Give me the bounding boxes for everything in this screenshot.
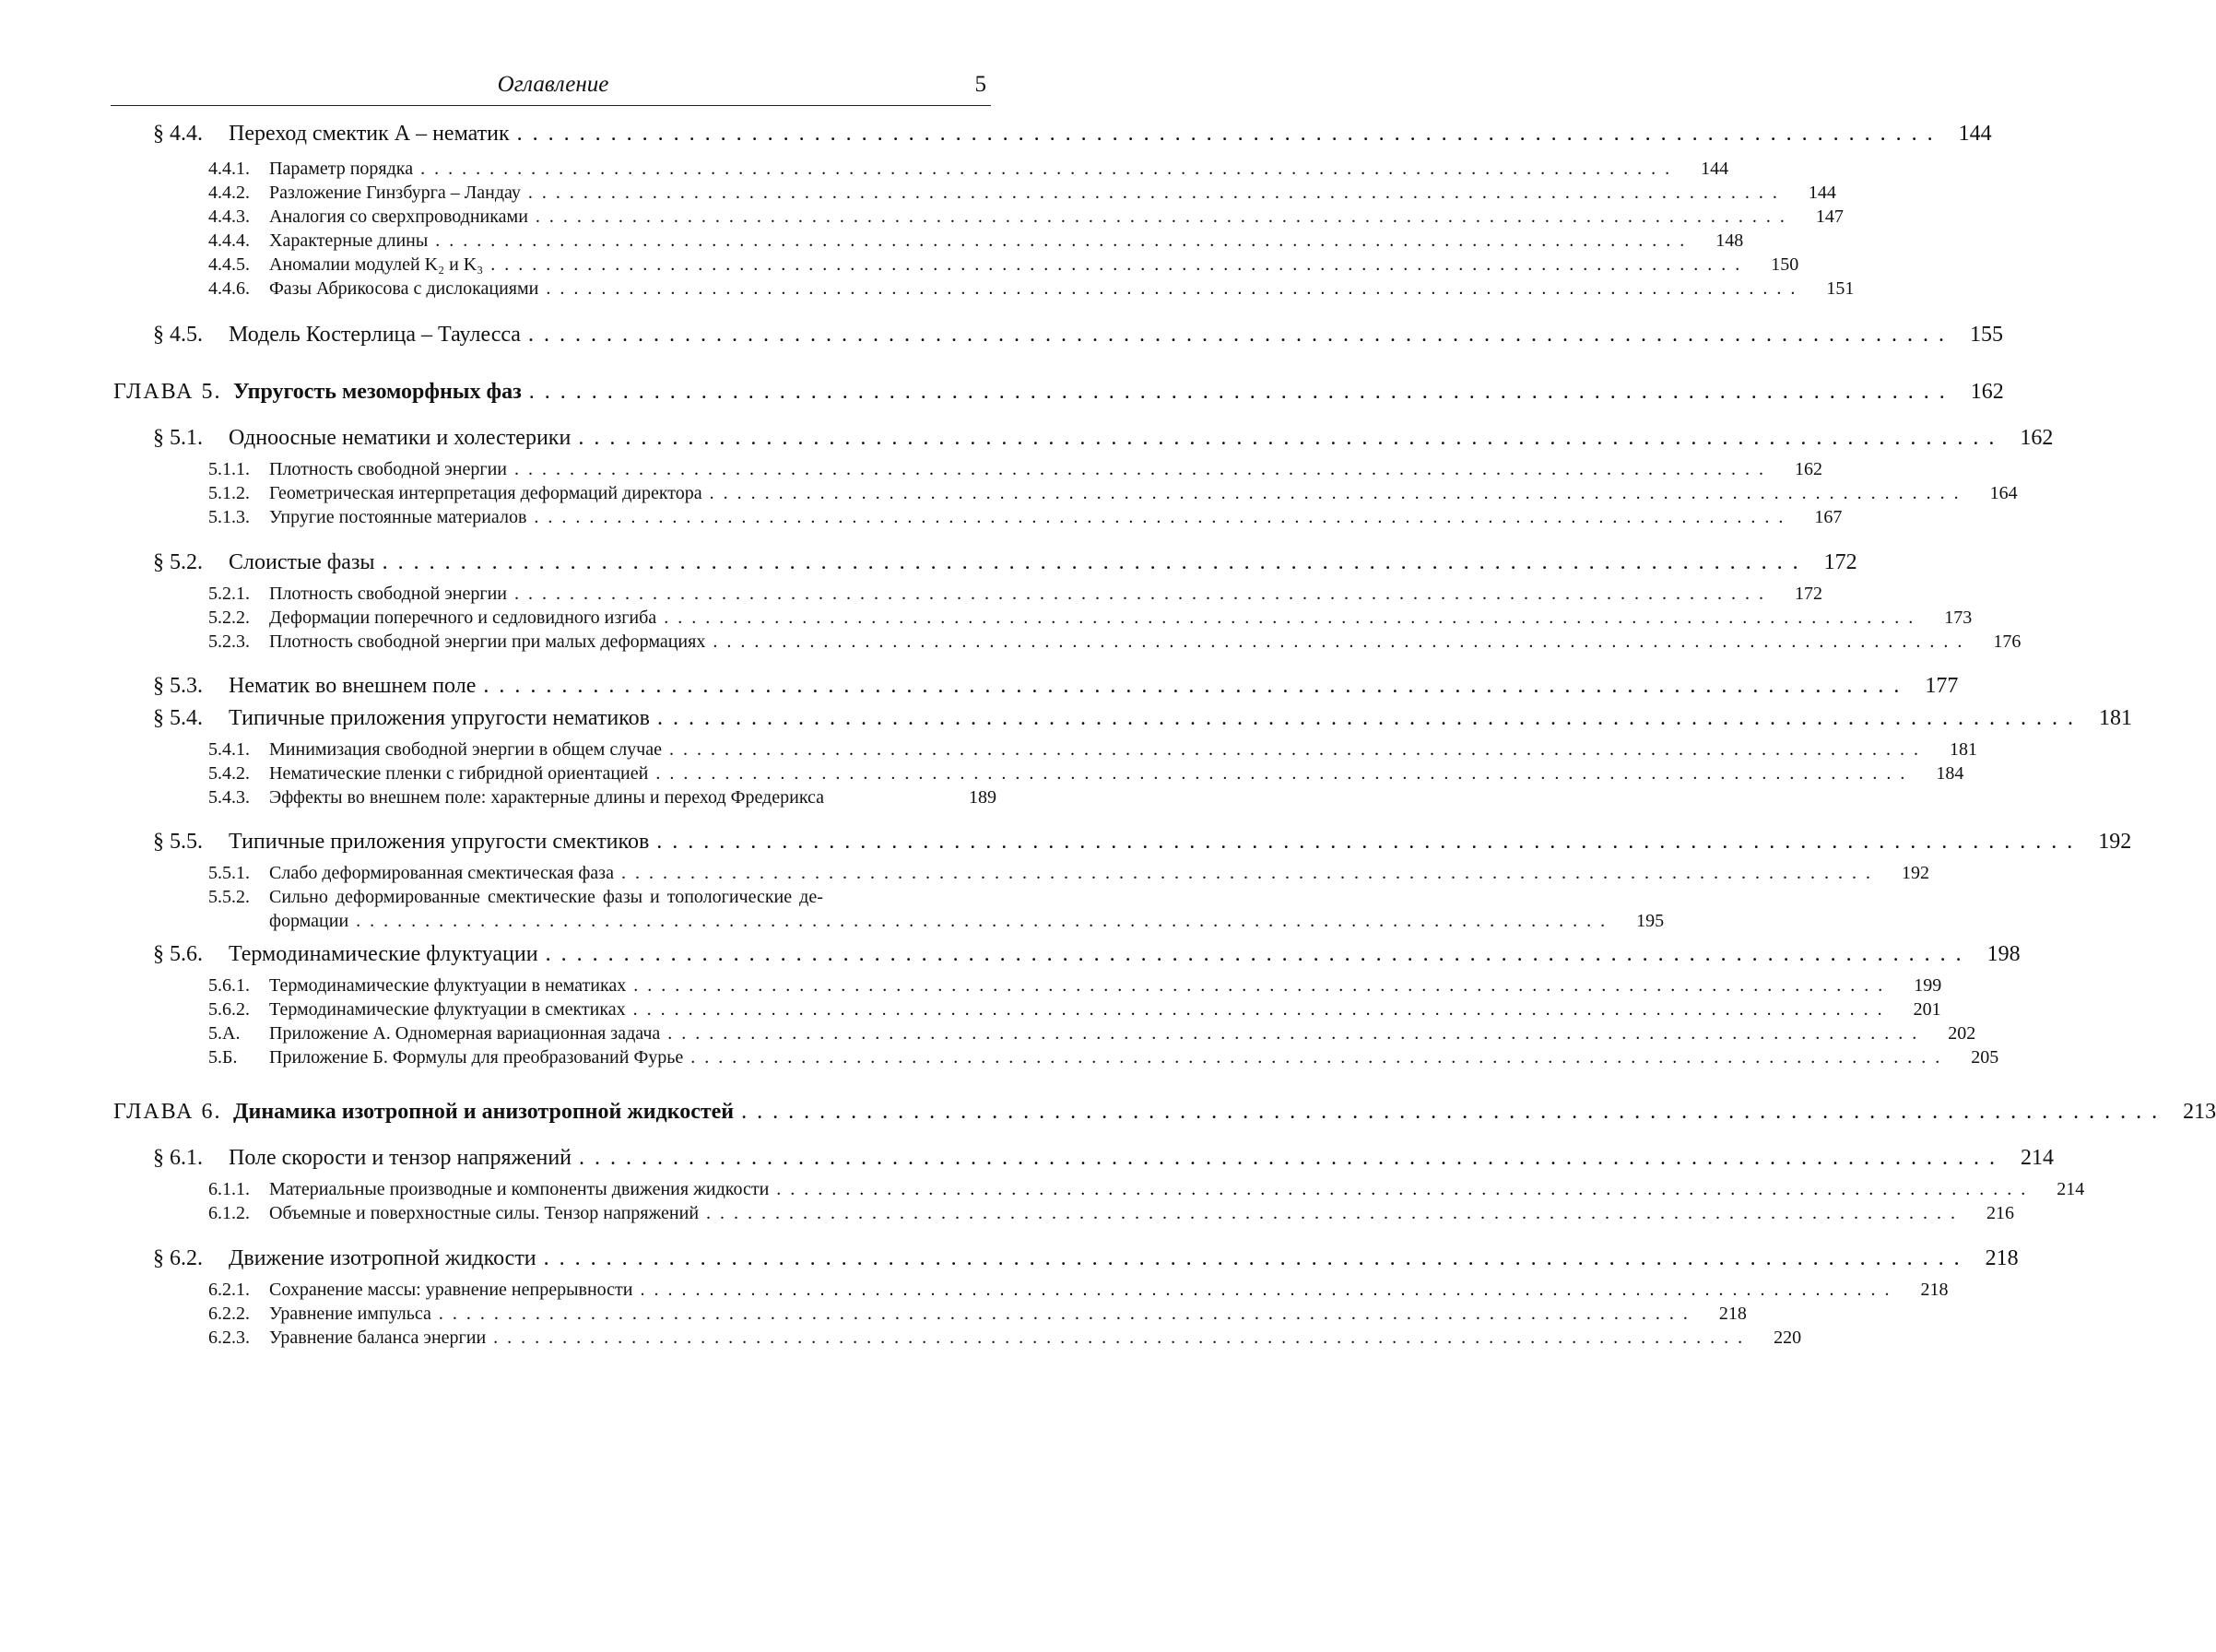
entry-title: Приложение А. Одномерная вариационная задача <box>269 1023 661 1044</box>
entry-title: Модель Костерлица – Таулесса <box>229 323 521 347</box>
entry-number: 4.4.6. <box>208 278 250 299</box>
entry-title: Аномалии модулей K₂ и K₃ <box>269 254 484 275</box>
entry-page-number: 214 <box>2021 1146 2054 1170</box>
entry-title: Объемные и поверхностные силы. Тензор напряжений <box>269 1203 700 1223</box>
entry-title: Движение изотропной жидкости <box>229 1246 536 1270</box>
entry-page-number: 220 <box>1774 1328 1802 1348</box>
header-title: Оглавление <box>497 72 609 97</box>
toc-section <box>153 122 1992 147</box>
dot-leader <box>660 1023 1920 1044</box>
dot-leader <box>626 999 1886 1021</box>
entry-number: § 5.4. <box>153 706 203 730</box>
entry-number: 5.2.3. <box>208 631 250 652</box>
entry-title: Уравнение импульса <box>269 1304 431 1324</box>
entry-number: 4.4.2. <box>208 183 250 203</box>
entry-title: Поле скорости и тензор напряжений <box>229 1146 572 1170</box>
toc-section <box>153 550 1857 575</box>
toc-subsection <box>208 1023 1976 1044</box>
entry-page-number: 181 <box>2099 706 2133 730</box>
dot-leader <box>507 584 1767 605</box>
dot-leader <box>428 230 1688 252</box>
dot-leader <box>413 159 1673 180</box>
entry-number: 5.Б. <box>208 1047 238 1068</box>
dot-leader <box>510 122 1937 147</box>
entry-page-number: 177 <box>1925 674 1959 698</box>
dot-leader <box>536 1246 1963 1271</box>
entry-number: 5.4.3. <box>208 787 250 808</box>
entry-title: Переход смектик А – нематик <box>229 122 510 146</box>
entry-title: Параметр порядка <box>269 159 414 179</box>
entry-title: Уравнение баланса энергии <box>269 1328 487 1348</box>
dot-leader <box>705 631 1965 653</box>
entry-page-number: 164 <box>1989 483 2018 503</box>
running-header <box>111 72 996 101</box>
entry-page-number: 189 <box>969 787 996 808</box>
entry-page-number: 176 <box>1993 631 2022 652</box>
entry-title: Упругость мезоморфных фаз <box>233 380 522 404</box>
entry-number: 6.2.1. <box>208 1280 250 1300</box>
entry-page-number: 198 <box>1986 942 2021 966</box>
dot-leader <box>662 739 1922 761</box>
toc-subsection <box>208 1047 1999 1068</box>
entry-title: Сильно деформированные смектические фазы и топологические де- <box>269 887 823 907</box>
entry-number: 5.6.1. <box>208 975 250 996</box>
dot-leader <box>521 323 1948 348</box>
toc-section <box>153 706 2133 731</box>
entry-title: Типичные приложения упругости нематиков <box>229 706 651 730</box>
toc-subsection <box>208 507 1843 528</box>
entry-title: Фазы Абрикосова с дислокациями <box>269 278 539 299</box>
dot-leader <box>702 483 1963 504</box>
dot-leader <box>521 183 1781 204</box>
entry-title: Термодинамические флуктуации в нематиках <box>269 975 627 996</box>
dot-leader <box>526 507 1786 528</box>
toc-subsection <box>208 1179 2085 1200</box>
toc-subsection <box>269 911 1665 932</box>
entry-page-number: 192 <box>1901 863 1929 883</box>
entry-number: 5.1.1. <box>208 459 250 479</box>
toc-subsection <box>208 254 1799 276</box>
dot-leader <box>632 1280 1892 1301</box>
toc-subsection <box>208 278 1855 300</box>
entry-page-number: 150 <box>1771 254 1799 275</box>
entry-page-number: 144 <box>1958 122 1992 146</box>
dot-leader <box>348 911 1609 932</box>
toc-subsection <box>208 230 1744 252</box>
dot-leader <box>507 459 1767 480</box>
entry-number: § 6.2. <box>153 1246 203 1270</box>
toc-subsection <box>208 631 2022 653</box>
toc-subsection <box>208 206 1844 228</box>
entry-page-number: 195 <box>1636 911 1665 931</box>
toc-subsection <box>208 1304 1747 1325</box>
toc-subsection <box>208 483 2018 504</box>
entry-page-number: 162 <box>1794 459 1822 479</box>
entry-title: Плотность свободной энергии <box>269 584 507 604</box>
dot-leader <box>626 975 1886 997</box>
entry-number: § 4.5. <box>153 323 203 347</box>
dot-leader <box>649 830 2076 855</box>
entry-title: Термодинамические флуктуации <box>229 942 538 966</box>
entry-title: Геометрическая интерпретация деформаций директора <box>269 483 702 503</box>
entry-number: 5.2.2. <box>208 608 250 628</box>
entry-title: Аналогия со сверхпроводниками <box>269 206 528 227</box>
toc-subsection <box>208 608 1973 629</box>
entry-title: Характерные длины <box>269 230 429 251</box>
entry-page-number: 205 <box>1971 1047 1999 1068</box>
entry-page-number: 172 <box>1794 584 1822 604</box>
entry-page-number: 218 <box>1718 1304 1747 1324</box>
dot-leader <box>486 1328 1746 1349</box>
dot-leader <box>571 426 1998 451</box>
toc-subsection <box>208 584 1822 605</box>
entry-page-number: 147 <box>1815 206 1844 227</box>
dot-leader <box>431 1304 1691 1325</box>
toc-subsection <box>208 1280 1949 1301</box>
entry-title: Сохранение массы: уравнение непрерывности <box>269 1280 633 1300</box>
entry-title: Термодинамические флуктуации в смектиках <box>269 999 626 1020</box>
entry-page-number: 184 <box>1936 763 1964 784</box>
entry-title: Нематические пленки с гибридной ориентацией <box>269 763 649 784</box>
entry-number: 6.2.2. <box>208 1304 250 1324</box>
entry-page-number: 218 <box>1985 1246 2019 1270</box>
entry-page-number: 155 <box>1969 323 2003 347</box>
toc-subsection <box>208 1203 2015 1224</box>
entry-number: § 6.1. <box>153 1146 203 1170</box>
entry-number: 4.4.4. <box>208 230 250 251</box>
entry-number: 5.А. <box>208 1023 241 1044</box>
dot-leader <box>614 863 1874 884</box>
toc-subsection <box>208 763 1964 785</box>
entry-title: Эффекты во внешнем поле: характерные длины и переход Фредерикса <box>269 787 825 808</box>
dot-leader <box>375 550 1802 575</box>
dot-leader <box>656 608 1916 629</box>
entry-page-number: 214 <box>2057 1179 2085 1199</box>
entry-number: 4.4.5. <box>208 254 250 275</box>
toc-chapter <box>113 1100 2216 1125</box>
entry-title: Одноосные нематики и холестерики <box>229 426 572 450</box>
toc-subsection <box>208 887 996 908</box>
dot-leader <box>734 1100 2161 1125</box>
entry-title: Плотность свободной энергии при малых деформациях <box>269 631 706 652</box>
dot-leader <box>528 206 1788 228</box>
dot-leader <box>538 942 1965 967</box>
entry-page-number: 172 <box>1823 550 1857 574</box>
dot-leader <box>483 254 1743 276</box>
entry-page-number: 192 <box>2098 830 2132 854</box>
entry-number: 5.1.2. <box>208 483 250 503</box>
dot-leader <box>769 1179 2029 1200</box>
dot-leader <box>522 380 1949 405</box>
entry-title: Материальные производные и компоненты движения жидкости <box>269 1179 770 1199</box>
entry-number: 5.4.2. <box>208 763 250 784</box>
header-rule <box>111 105 991 106</box>
dot-leader <box>538 278 1798 300</box>
entry-title: формации <box>269 911 349 931</box>
toc-section <box>153 426 2054 451</box>
entry-number: § 5.2. <box>153 550 203 574</box>
entry-title: Типичные приложения упругости смектиков <box>229 830 650 854</box>
toc-section <box>153 1246 2019 1271</box>
entry-number: ГЛАВА 6. <box>113 1100 222 1124</box>
entry-title: Минимизация свободной энергии в общем случае <box>269 739 662 760</box>
dot-leader <box>572 1146 1998 1171</box>
entry-title: Слоистые фазы <box>229 550 375 574</box>
entry-number: § 5.6. <box>153 942 203 966</box>
toc-section <box>153 830 2132 855</box>
dot-leader <box>699 1203 1959 1224</box>
entry-number: 5.1.3. <box>208 507 250 527</box>
entry-number: 6.1.2. <box>208 1203 250 1223</box>
dot-leader <box>648 763 1908 785</box>
entry-page-number: 167 <box>1814 507 1843 527</box>
entry-page-number: 216 <box>1986 1203 2015 1223</box>
entry-page-number: 162 <box>2020 426 2054 450</box>
entry-page-number: 151 <box>1826 278 1855 299</box>
entry-number: 6.2.3. <box>208 1328 250 1348</box>
toc-subsection <box>208 787 996 808</box>
entry-title: Слабо деформированная смектическая фаза <box>269 863 614 883</box>
toc-chapter <box>113 380 2004 405</box>
entry-page-number: 199 <box>1914 975 1942 996</box>
toc-subsection <box>208 863 1929 884</box>
entry-page-number: 148 <box>1715 230 1744 251</box>
entry-page-number: 181 <box>1950 739 1977 760</box>
dot-leader <box>683 1047 1943 1068</box>
entry-number: § 5.1. <box>153 426 203 450</box>
entry-page-number: 173 <box>1944 608 1973 628</box>
toc-subsection <box>208 459 1822 480</box>
entry-number: 5.6.2. <box>208 999 250 1020</box>
toc-subsection <box>208 739 1977 761</box>
entry-page-number: 218 <box>1920 1280 1949 1300</box>
entry-title: Приложение Б. Формулы для преобразований Фурье <box>269 1047 684 1068</box>
entry-number: ГЛАВА 5. <box>113 380 222 404</box>
entry-number: 4.4.1. <box>208 159 250 179</box>
toc-subsection <box>208 159 1729 180</box>
entry-title: Нематик во внешнем поле <box>229 674 477 698</box>
entry-page-number: 162 <box>1970 380 2004 404</box>
entry-number: 4.4.3. <box>208 206 250 227</box>
toc-subsection <box>208 999 1941 1021</box>
entry-page-number: 202 <box>1948 1023 1976 1044</box>
entry-page-number: 201 <box>1913 999 1941 1020</box>
dot-leader <box>476 674 1903 699</box>
entry-title: Плотность свободной энергии <box>269 459 507 479</box>
entry-number: § 5.3. <box>153 674 203 698</box>
toc-section <box>153 323 2003 348</box>
entry-title: Разложение Гинзбурга – Ландау <box>269 183 521 203</box>
entry-number: 5.5.1. <box>208 863 250 883</box>
entry-number: § 4.4. <box>153 122 203 146</box>
toc-section <box>153 942 2021 967</box>
toc-section <box>153 674 1959 699</box>
header-page-number: 5 <box>974 72 986 97</box>
dot-leader <box>650 706 2077 731</box>
entry-page-number: 144 <box>1701 159 1729 179</box>
toc-section <box>153 1146 2054 1171</box>
entry-title: Динамика изотропной и анизотропной жидкостей <box>233 1100 735 1124</box>
entry-page-number: 144 <box>1808 183 1836 203</box>
entry-number: 6.1.1. <box>208 1179 250 1199</box>
entry-number: 5.4.1. <box>208 739 250 760</box>
entry-title: Деформации поперечного и седловидного изгиба <box>269 608 657 628</box>
entry-page-number: 213 <box>2183 1100 2216 1124</box>
toc-subsection <box>208 1328 1802 1349</box>
entry-number: 5.5.2. <box>208 887 250 907</box>
entry-title: Упругие постоянные материалов <box>269 507 527 527</box>
entry-number: 5.2.1. <box>208 584 250 604</box>
toc-subsection <box>208 975 1942 997</box>
entry-number: § 5.5. <box>153 830 203 854</box>
toc-subsection <box>208 183 1836 204</box>
